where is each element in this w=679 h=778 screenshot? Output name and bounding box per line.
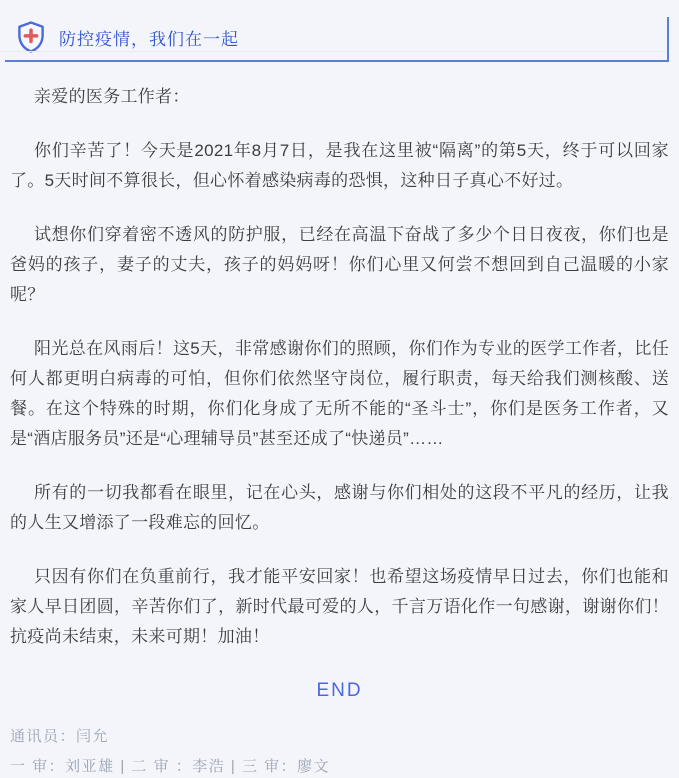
credits-footer (0, 706, 679, 778)
page-title: 防控疫情，我们在一起 (59, 29, 239, 49)
letter-paragraph: 阳光总在风雨后！这5天，非常感谢你们的照顾，你们作为专业的医学工作者，比任何人都更明白病毒的可怕，但你们依然坚守岗位，履行职责，每天给我们测核酸、送餐。在这个特殊的时期，你们化身成了无所不能的“圣斗士”，你们是医务工作者，又是“酒店服务员”还是“心理辅导员”甚至还成了“快递员”…… (10, 339, 669, 448)
letter-body (0, 62, 679, 706)
header-accent-right-border (667, 17, 669, 62)
article-header (0, 0, 679, 62)
letter-paragraph: 试想你们穿着密不透风的防护服，已经在高温下奋战了多少个日日夜夜，你们也是爸妈的孩子，妻子的丈夫，孩子的妈妈呀！你们心里又何尝不想回到自己温暖的小家呢？ (10, 225, 669, 304)
shield-cross-icon (14, 20, 48, 54)
correspondent-line: 通讯员：闫允 (10, 728, 110, 745)
letter-paragraph: 所有的一切我都看在眼里，记在心头，感谢与你们相处的这段不平凡的经历，让我的人生又增添了一段难忘的回忆。 (10, 483, 669, 532)
letter-paragraph: 只因有你们在负重前行，我才能平安回家！也希望这场疫情早日过去，你们也能和家人早日团圆，辛苦你们了，新时代最可爱的人，千言万语化作一句感谢，谢谢你们！抗疫尚未结束，未来可期！加油！ (10, 567, 669, 646)
letter-paragraph: 你们辛苦了！今天是2021年8月7日，是我在这里被“隔离”的第5天，终于可以回家了。5天时间不算很长，但心怀着感染病毒的恐惧，这种日子真心不好过。 (10, 141, 669, 190)
reviewers-line: 一 审：刘亚雄 | 二 审 ：李浩 | 三 审：廖文 (10, 758, 331, 775)
header-faint-rule (0, 51, 666, 52)
letter-salutation: 亲爱的医务工作者： (34, 87, 190, 106)
header-accent-underline (5, 60, 669, 62)
end-marker: END (316, 680, 363, 701)
